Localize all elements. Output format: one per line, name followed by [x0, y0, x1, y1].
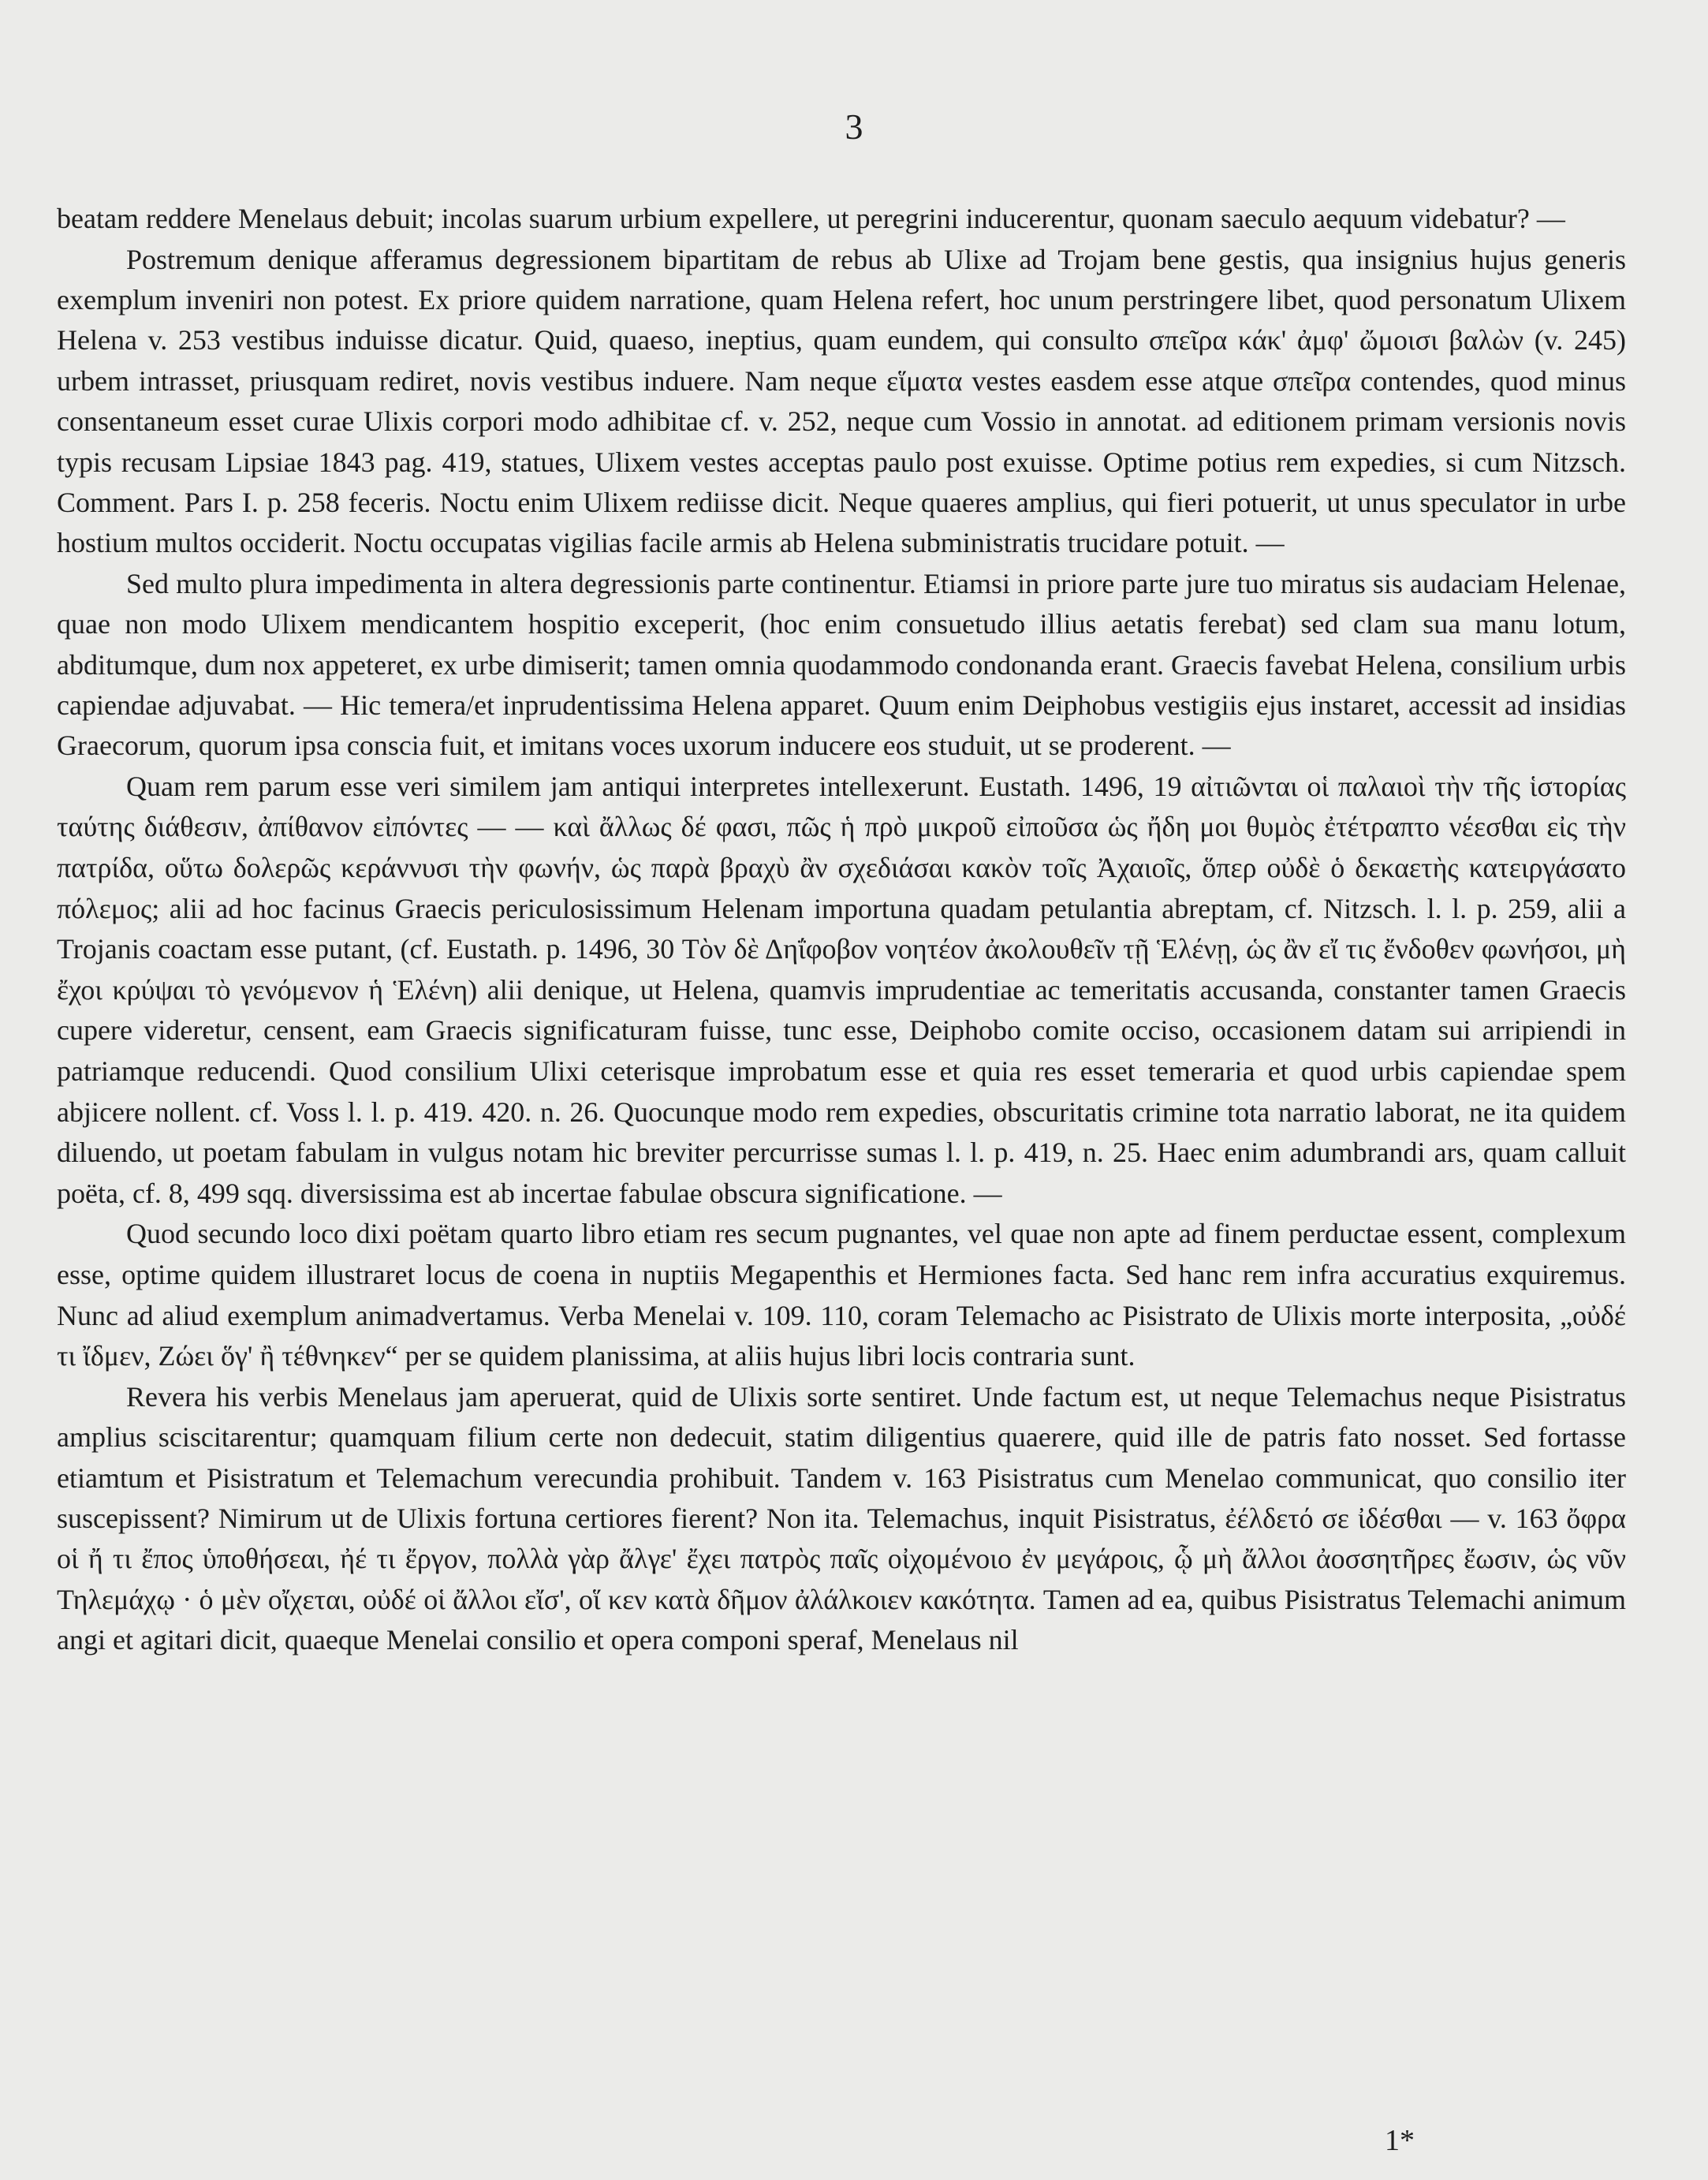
paragraph-continuation: beatam reddere Menelaus debuit; incolas suarum urbium expellere, ut peregrini inducerentur, quonam saeculo aequum videbatur? —: [57, 203, 1565, 234]
paragraph-helena-audacity: Sed multo plura impedimenta in altera degressionis parte continentur. Etiamsi in priore parte jure tuo miratus sis audaciam Helenae, quae non modo Ulixem mendicantem hospitio exceperit, (hoc enim consuetudo illius aetatis ferebat) sed clam sua manu lotum, abditumque, dum nox appeteret, ex urbe dimiserit; tamen omnia quodammodo condonanda erant. Graecis favebat Helena, consilium urbis capiendae adjuvabat. — Hic temera/et inprudentissima Helena apparet. Quum enim Deiphobus vestigiis ejus instaret, accessit ad insidias Graecorum, quorum ipsa conscia fuit, et imitans voces uxorum inducere eos studuit, ut se proderent. —: [57, 567, 1626, 762]
paragraph-ulixes-degression: Postremum denique afferamus degressionem bipartitam de rebus ab Ulixe ad Trojam bene gestis, qua insignius hujus generis exemplum inveniri non potest. Ex priore quidem narratione, quam Helena refert, hoc unum perstringere libet, quod personatum Ulixem Helena v. 253 vestibus induisse dicatur. Quid, quaeso, ineptius, quam eundem, qui consulto σπεῖρα κάκ' ἀμφ' ὤμοισι βαλὼν (v. 245) urbem intrasset, priusquam rediret, novis vestibus induere. Nam neque εἵματα vestes easdem esse atque σπεῖρα contendes, quod minus consentaneum esset curae Ulixis corpori modo adhibitae cf. v. 252, neque cum Vossio in annotat. ad editionem primam versionis novis typis recusam Lipsiae 1843 pag. 419, statues, Ulixem vestes acceptas paulo post exuisse. Optime potius rem expedies, si cum Nitzsch. Comment. Pars I. p. 258 feceris. Noctu enim Ulixem rediisse dicit. Neque quaeres amplius, qui fieri potuerit, ut unus speculator in urbe hostium multos occiderit. Noctu occupatas vigilias facile armis ab Helena subministratis trucidare potuit. —: [57, 243, 1626, 559]
body-text: [57, 199, 1626, 1661]
page-number: 3: [845, 106, 863, 147]
paragraph-menelaus-words: Revera his verbis Menelaus jam aperuerat, quid de Ulixis sorte sentiret. Unde factum est, ut neque Telemachus neque Pisistratus amplius sciscitarentur; quamquam filium certe non dedecuit, statim diligentius quaerere, quid ille de patris fato nosset. Sed fortasse etiamtum et Pisistratum et Telemachum verecundia prohibuit. Tandem v. 163 Pisistratus cum Menelao communicat, quo consilio iter suscepissent? Nimirum ut de Ulixis fortuna certiores fierent? Non ita. Telemachus, inquit Pisistratus, ἐέλδετό σε ἰδέσθαι — v. 163 ὄφρα οἱ ἤ τι ἔπος ὑποθήσεαι, ἠέ τι ἔργον, πολλὰ γὰρ ἄλγε' ἔχει πατρὸς παῖς οἰχομένοιο ἐν μεγάροις, ᾧ μὴ ἄλλοι ἀοσσητῆρες ἔωσιν, ὡς νῦν Τηλεμάχῳ · ὁ μὲν οἴχεται, οὐδέ οἱ ἄλλοι εἴσ', οἵ κεν κατὰ δῆμον ἀλάλκοιεν κακότητα. Tamen ad ea, quibus Pisistratus Telemachi animum angi et agitari dicit, quaeque Menelai consilio et opera componi speraf, Menelaus nil: [57, 1380, 1626, 1656]
paragraph-ancient-interpreters: Quam rem parum esse veri similem jam antiqui interpretes intellexerunt. Eustath. 1496, 19 αἰτιῶνται οἱ παλαιοὶ τὴν τῆς ἱστορίας ταύτης διάθεσιν, ἀπίθανον εἰπόντες — — καὶ ἄλλως δέ φασι, πῶς ἡ πρὸ μικροῦ εἰποῦσα ὡς ἤδη μοι θυμὸς ἐτέτραπτο νέεσθαι εἰς τὴν πατρίδα, οὕτω δολερῶς κεράννυσι τὴν φωνήν, ὡς παρὰ βραχὺ ἂν σχεδιάσαι κακὸν τοῖς Ἀχαιοῖς, ὅπερ οὐδὲ ὁ δεκαετὴς κατειργάσατο πόλεμος; alii ad hoc facinus Graecis periculosissimum Helenam importuna quadam petulantia abreptam, cf. Nitzsch. l. l. p. 259, alii a Trojanis coactam esse putant, (cf. Eustath. p. 1496, 30 Τὸν δὲ Δηΐφοβον νοητέον ἀκολουθεῖν τῇ Ἑλένῃ, ὡς ἂν εἴ τις ἔνδοθεν φωνήσοι, μὴ ἔχοι κρύψαι τὸ γενόμενον ἡ Ἑλένη) alii denique, ut Helena, quamvis imprudentiae ac temeritatis accusanda, constanter tamen Graecis cupere videretur, censent, eam Graecis significaturam fuisse, tunc esse, Deiphobo comite occiso, occasionem datam sui arripiendi in patriamque reducendi. Quod consilium Ulixi ceterisque improbatum esse et quia res esset temeraria et quod urbis capiendae spem abjicere nollent. cf. Voss l. l. p. 419. 420. n. 26. Quocunque modo rem expedies, obscuritatis crimine tota narratio laborat, ne ita quidem diluendo, ut poetam fabulam in vulgus notam hic breviter percurrisse sumas l. l. p. 419, n. 25. Haec enim adumbrandi ars, quam calluit poëta, cf. 8, 499 sqq. diversissima est ab incertae fabulae obscura significatione. —: [57, 770, 1626, 1209]
signature-mark: 1*: [1385, 2124, 1415, 2157]
paragraph-second-point: Quod secundo loco dixi poëtam quarto libro etiam res secum pugnantes, vel quae non apte ad finem perductae essent, complexum esse, optime quidem illustraret locus de coena in nuptiis Megapenthis et Hermiones facta. Sed hanc rem infra accuratius exquiremus. Nunc ad aliud exemplum animadvertamus. Verba Menelai v. 109. 110, coram Telemacho ac Pisistrato de Ulixis morte interposita, „οὐδέ τι ἴδμεν, Ζώει ὅγ' ἢ τέθνηκεν“ per se quidem planissima, at aliis hujus libri locis contraria sunt.: [57, 1218, 1626, 1372]
